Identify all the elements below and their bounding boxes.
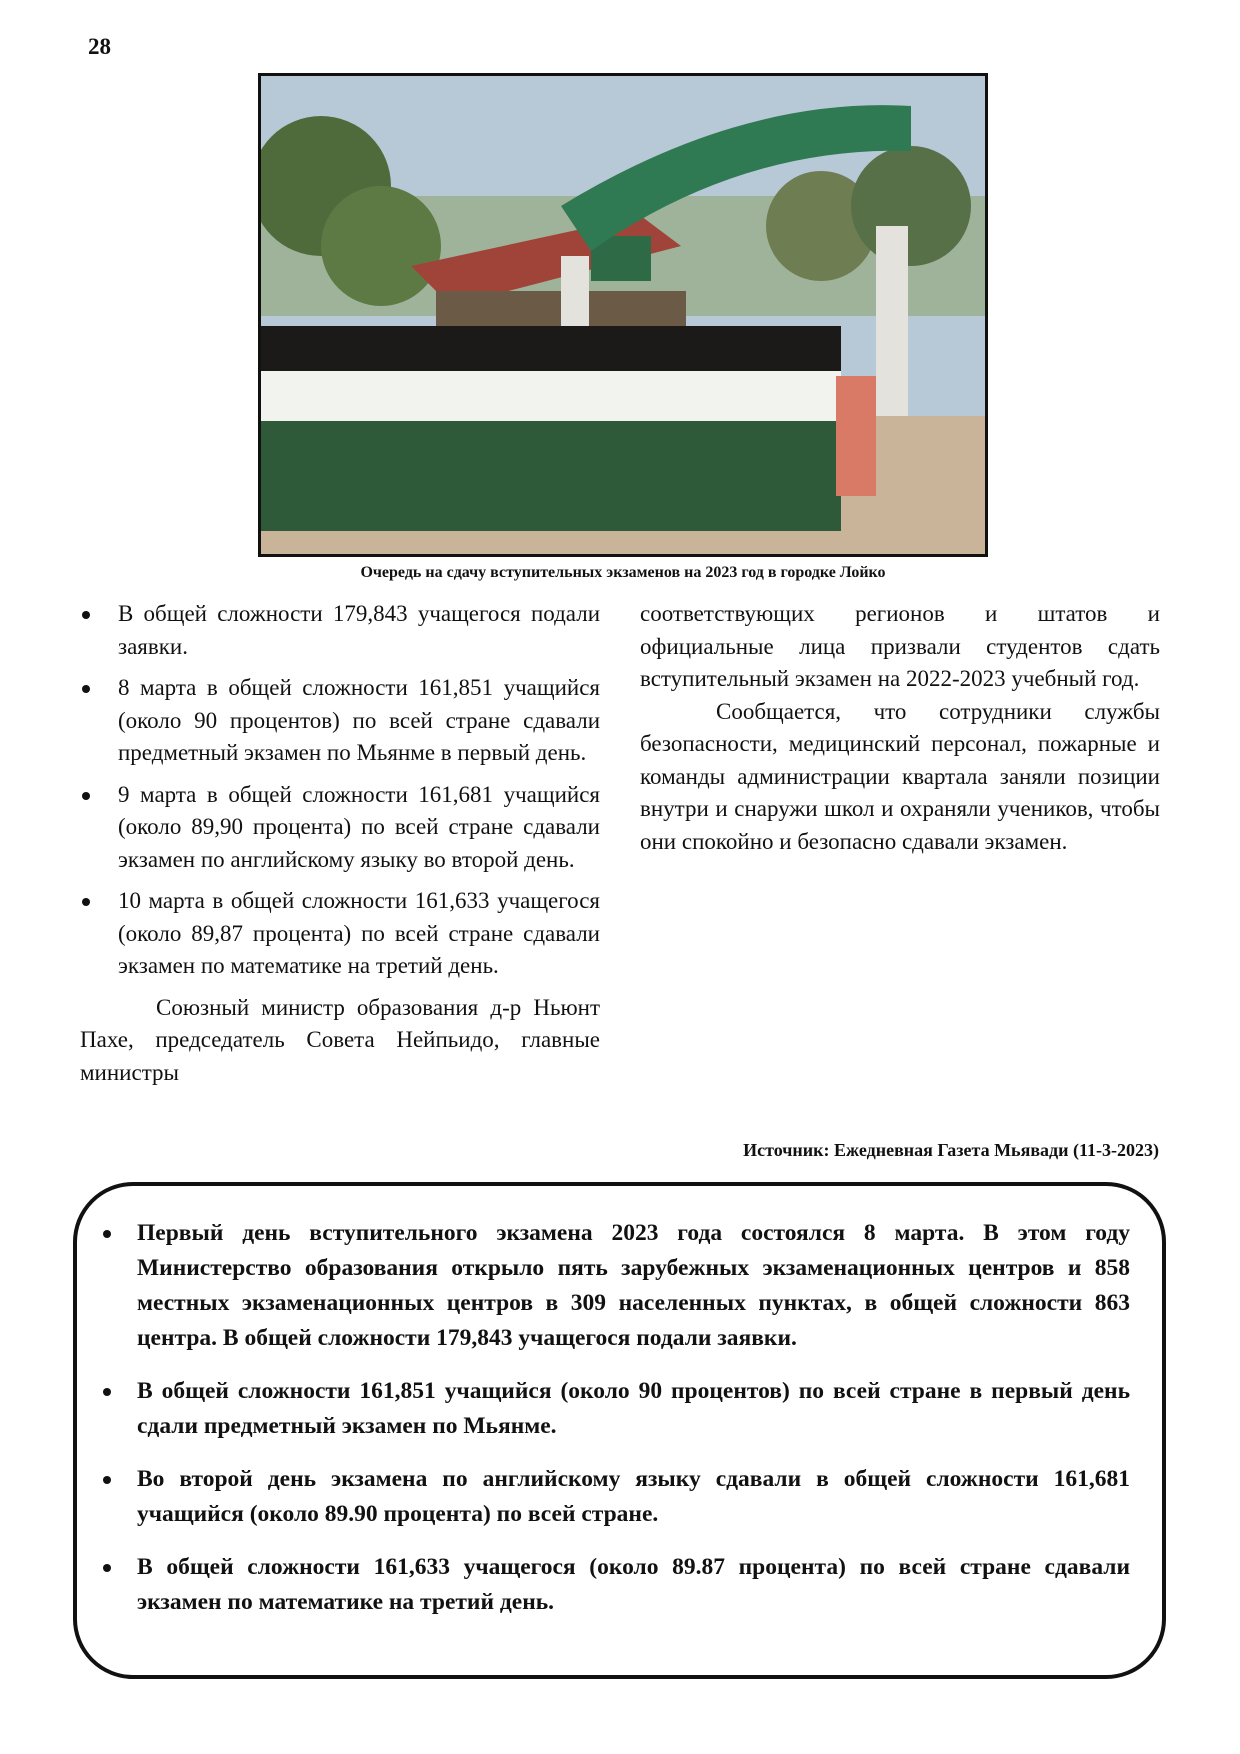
list-item: 9 марта в общей сложности 161,681 учащийся (около 89,90 процента) по всей стране сдавали экзамен по английскому языку во второй день. [80,779,600,877]
summary-item: В общей сложности 161,851 учащийся (около 90 процентов) по всей стране в первый день сдали предметный экзамен по Мьянме. [137,1374,1130,1444]
exam-queue-photo [258,73,988,557]
bullet-icon [103,1476,111,1484]
bullet-icon [82,611,90,619]
bullet-icon [103,1564,111,1572]
security-paragraph: Сообщается, что сотрудники службы безопасности, медицинский персонал, пожарные и команды администрации квартала заняли позиции внутри и снаружи школ и охраняли учеников, чтобы они спокойно и безопасно сдавали экзамен. [640,698,1160,854]
left-bullet-list [80,598,600,983]
bullet-icon [82,685,90,693]
summary-item: Первый день вступительного экзамена 2023 года состоялся 8 марта. В этом году Министерство образования открыло пять зарубежных экзаменационных центров и 858 местных экзаменационных центров в 309 населенных пунктах, в общей сложности 863 центра. В общей сложности 179,843 учащегося подали заявки. [137,1216,1130,1356]
summary-item: В общей сложности 161,633 учащегося (около 89.87 процента) по всей стране сдавали экзамен по математике на третий день. [137,1550,1130,1620]
minister-paragraph: Союзный министр образования д-р Ньюнт Пахе, председатель Совета Нейпьидо, главные министры [80,994,600,1085]
bullet-icon [103,1230,111,1238]
list-item: 8 марта в общей сложности 161,851 учащийся (около 90 процентов) по всей стране сдавали предметный экзамен по Мьянме в первый день. [80,672,600,770]
source-credit: Источник: Ежедневная Газета Мьявади (11-3-2023) [743,1140,1159,1160]
list-item: В общей сложности 179,843 учащегося подали заявки. [80,598,600,663]
summary-item: Во второй день экзамена по английскому языку сдавали в общей сложности 161,681 учащийся (около 89.90 процента) по всей стране. [137,1462,1130,1532]
list-item: 10 марта в общей сложности 161,633 учащегося (около 89,87 процента) по всей стране сдавали экзамен по математике на третий день. [80,885,600,983]
left-column [80,598,600,1089]
summary-box [73,1182,1166,1679]
bullet-icon [103,1388,111,1396]
right-column [640,598,1160,858]
page-number: 28 [88,34,111,59]
bullet-icon [82,792,90,800]
summary-list [77,1186,1162,1620]
photo-caption: Очередь на сдачу вступительных экзаменов на 2023 год в городке Лойко [360,564,886,581]
regions-paragraph: соответствующих регионов и штатов и официальные лица призвали студентов сдать вступительный экзамен на 2022-2023 учебный год. [640,601,1160,691]
bullet-icon [82,898,90,906]
